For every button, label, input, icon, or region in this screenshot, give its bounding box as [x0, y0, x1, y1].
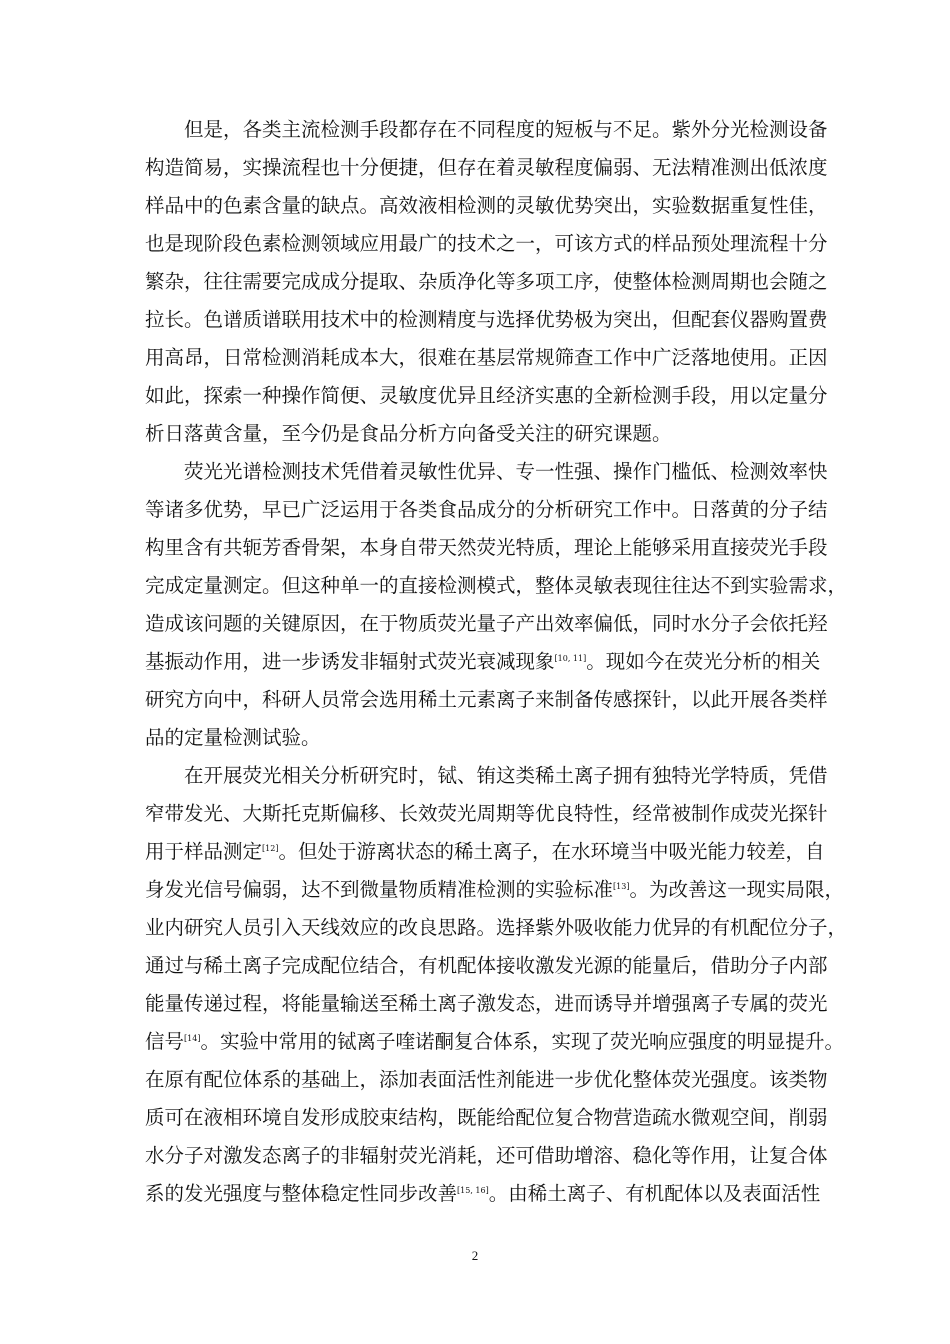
- text-line: 窄带发光、大斯托克斯偏移、长效荧光周期等优良特性，经常被制作成荧光探针: [145, 802, 828, 825]
- citation-reference: [10, 11]: [554, 654, 587, 663]
- citation-reference: [15, 16]: [457, 1186, 489, 1195]
- text-line: 荧光光谱检测技术凭借着灵敏性优异、专一性强、操作门槛低、检测效率快: [184, 460, 828, 483]
- text-line: 但是，各类主流检测手段都存在不同程度的短板与不足。紫外分光检测设备: [184, 118, 828, 141]
- page-number: 2: [471, 1248, 479, 1263]
- text-line: [145, 650, 821, 674]
- text-line: 通过与稀土离子完成配位结合，有机配体接收激发光源的能量后，借助分子内部: [145, 954, 828, 977]
- text-line: 水分子对激发态离子的非辐射荧光消耗，还可借助增溶、稳化等作用，让复合体: [145, 1144, 828, 1167]
- text-line: 等诸多优势，早已广泛运用于各类食品成分的分析研究工作中。日落黄的分子结: [145, 498, 828, 521]
- text-line: [145, 878, 844, 902]
- text-line: 质可在液相环境自发形成胶束结构，既能给配位复合物营造疏水微观空间，削弱: [145, 1106, 828, 1129]
- text-line: 造成该问题的关键原因，在于物质荧光量子产出效率偏低，同时水分子会依托羟: [145, 612, 828, 635]
- text-line: 拉长。色谱质谱联用技术中的检测精度与选择优势极为突出，但配套仪器购置费: [145, 308, 828, 331]
- text-line: 构造简易，实操流程也十分便捷，但存在着灵敏程度偏弱、无法精准测出低浓度: [145, 156, 828, 179]
- text-line: 品的定量检测试验。: [145, 726, 321, 749]
- text-segment: 。但处于游离状态的稀土离子，在水环境当中吸光能力较差，自: [278, 840, 825, 863]
- text-segment: 身发光信号偏弱，达不到微量物质精准检测的实验标准: [145, 878, 614, 901]
- text-segment: 基振动作用，进一步诱发非辐射式荧光衰减现象: [145, 650, 555, 673]
- text-line: [145, 840, 825, 864]
- text-line: 完成定量测定。但这种单一的直接检测模式，整体灵敏表现往往达不到实验需求，: [145, 574, 848, 597]
- citation-reference: [14]: [184, 1034, 201, 1043]
- text-segment: 用于样品测定: [145, 840, 263, 863]
- text-segment: 。现如今在荧光分析的相关: [586, 650, 821, 673]
- citation-reference: [13]: [613, 882, 630, 891]
- text-line: 用高昂，日常检测消耗成本大，很难在基层常规筛查工作中广泛落地使用。正因: [145, 346, 828, 369]
- text-line: 研究方向中，科研人员常会选用稀土元素离子来制备传感探针，以此开展各类样: [145, 688, 828, 711]
- text-segment: 系的发光强度与整体稳定性同步改善: [145, 1182, 458, 1205]
- text-segment: 。为改善这一现实局限，: [629, 878, 844, 901]
- citation-reference: [12]: [262, 844, 279, 853]
- text-line: 繁杂，往往需要完成成分提取、杂质净化等多项工序，使整体检测周期也会随之: [145, 270, 828, 293]
- text-line: 能量传递过程，将能量输送至稀土离子激发态，进而诱导并增强离子专属的荧光: [145, 992, 828, 1015]
- text-line: 如此，探索一种操作简便、灵敏度优异且经济实惠的全新检测手段，用以定量分: [145, 384, 828, 407]
- text-line: [145, 1182, 821, 1206]
- text-line: 在开展荧光相关分析研究时，铽、铕这类稀土离子拥有独特光学特质，凭借: [184, 764, 828, 787]
- text-segment: 。实验中常用的铽离子喹诺酮复合体系，实现了荧光响应强度的明显提升。: [200, 1030, 844, 1053]
- text-line: 析日落黄含量，至今仍是食品分析方向备受关注的研究课题。: [145, 422, 672, 445]
- text-line: 构里含有共轭芳香骨架，本身自带天然荧光特质，理论上能够采用直接荧光手段: [145, 536, 828, 559]
- text-line: [145, 1030, 844, 1054]
- text-line: 业内研究人员引入天线效应的改良思路。选择紫外吸收能力优异的有机配位分子，: [145, 916, 848, 939]
- text-line: 样品中的色素含量的缺点。高效液相检测的灵敏优势突出，实验数据重复性佳，: [145, 194, 828, 217]
- text-segment: 信号: [145, 1030, 185, 1053]
- text-segment: 。由稀土离子、有机配体以及表面活性: [488, 1182, 821, 1205]
- text-line: 也是现阶段色素检测领域应用最广的技术之一，可该方式的样品预处理流程十分: [145, 232, 828, 255]
- text-line: 在原有配位体系的基础上，添加表面活性剂能进一步优化整体荧光强度。该类物: [145, 1068, 828, 1091]
